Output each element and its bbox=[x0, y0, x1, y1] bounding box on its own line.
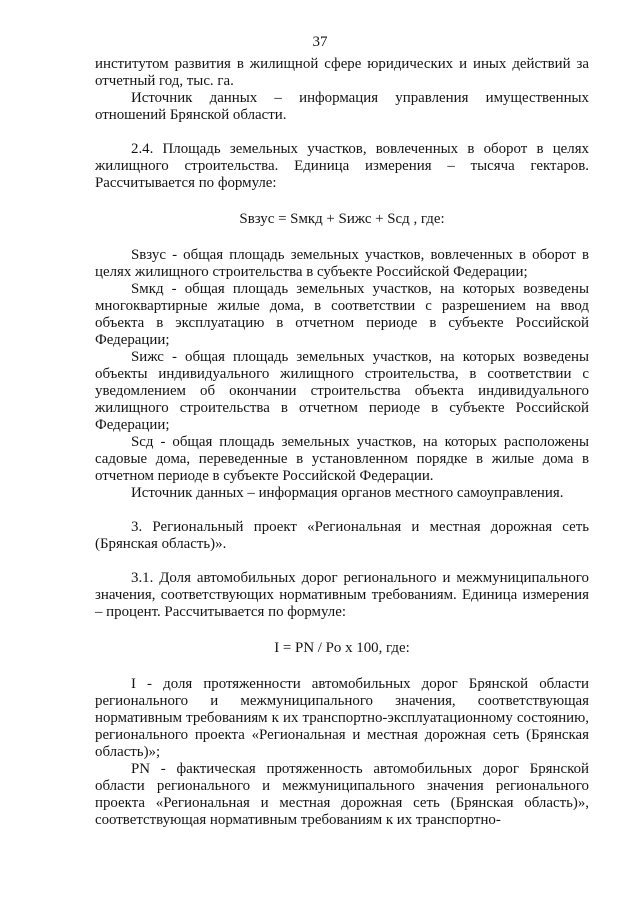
definition-ssd: Sсд - общая площадь земельных участков, на которых расположены садовые дома, переведенные в установленном порядке в жилые дома в отчетном периоде в субъекте Российской Федерации. bbox=[95, 434, 589, 484]
paragraph-section-3-1: 3.1. Доля автомобильных дорог регионального и межмуниципального значения, соответствующих нормативным требованиям. Единица измерения – процент. Рассчитывается по формуле: bbox=[95, 570, 589, 620]
definition-i: I - доля протяженности автомобильных дорог Брянской области регионального и межмуниципального значения, соответствующая нормативным требованиям к их транспортно-эксплуатационному состоянию, регионального проекта «Региональная и местная дорожная сеть (Брянская область)»; bbox=[95, 676, 589, 760]
paragraph-continuation: институтом развития в жилищной сфере юридических и иных действий за отчетный год, тыс. га. bbox=[95, 56, 589, 89]
page-number: 37 bbox=[312, 34, 328, 50]
paragraph-data-source-2: Источник данных – информация органов местного самоуправления. bbox=[131, 485, 564, 501]
definition-pn: PN - фактическая протяженность автомобильных дорог Брянской области регионального и межмуниципального значения регионального проекта «Региональная и местная дорожная сеть (Брянская область)», соответствующая нормативным требованиям к их транспортно- bbox=[95, 761, 589, 828]
heading-section-3: 3. Региональный проект «Региональная и местная дорожная сеть (Брянская область)». bbox=[95, 519, 589, 552]
paragraph-data-source: Источник данных – информация управления имущественных отношений Брянской области. bbox=[95, 90, 589, 123]
formula-road-share: I = PN / Po x 100, где: bbox=[274, 640, 410, 656]
paragraph-section-2-4: 2.4. Площадь земельных участков, вовлеченных в оборот в целях жилищного строительства. Единица измерения – тысяча гектаров. Рассчитывается по формуле: bbox=[95, 141, 589, 191]
definition-svzus: Sвзус - общая площадь земельных участков, вовлеченных в оборот в целях жилищного строительства в субъекте Российской Федерации; bbox=[95, 247, 589, 280]
document-body bbox=[95, 56, 589, 829]
formula-land-area: Sвзус = Sмкд + Sижс + Sсд , где: bbox=[239, 211, 445, 227]
definition-sizhs: Sижс - общая площадь земельных участков, на которых возведены объекты индивидуального жилищного строительства, в соответствии с уведомлением об окончании строительства объекта индивидуального жилищного строительства в отчетном периоде в субъекте Российской Федерации; bbox=[95, 349, 589, 433]
definition-smkd: Sмкд - общая площадь земельных участков, на которых возведены многоквартирные жилые дома, в соответствии с разрешением на ввод объекта в эксплуатацию в отчетном периоде в субъекте Российской Федерации; bbox=[95, 281, 589, 348]
